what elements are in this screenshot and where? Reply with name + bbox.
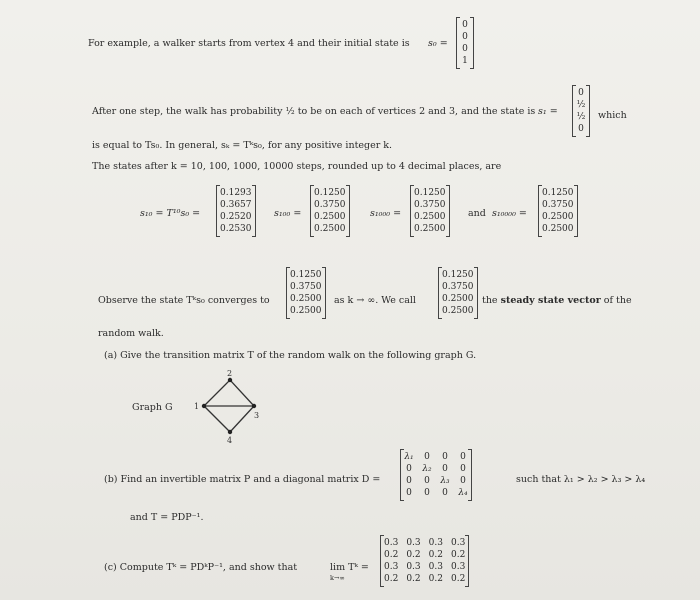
vector-entry: 0.3750 [442, 282, 474, 292]
vector-entry: 0.3750 [542, 200, 574, 210]
observe-post [482, 295, 632, 307]
matrix-entry: 0 [406, 464, 412, 474]
s1000-label: s₁₀₀₀ = [370, 208, 402, 219]
vector-entry: 0.2500 [442, 306, 474, 316]
matrix-entry: λ₂ [422, 464, 432, 474]
vector-entry: 0 [578, 124, 584, 134]
vector-entry: 0.2500 [290, 294, 322, 304]
observe-line-2: random walk. [98, 328, 164, 339]
matrix-entry: 0 [424, 452, 430, 462]
vector-entry: ½ [576, 100, 586, 110]
limit-vector [286, 268, 326, 318]
matrix-row [384, 561, 465, 573]
matrix-entry: 0.3 [406, 538, 421, 548]
matrix-entry: 0.2 [450, 550, 466, 560]
graph-g [192, 368, 272, 446]
vector-entry: 0 [462, 44, 468, 54]
matrix-entry: 0.2 [406, 550, 421, 560]
limit-matrix [380, 536, 469, 586]
s10000-vector [538, 186, 578, 236]
graph-label: Graph G [132, 402, 173, 413]
s100-vector [310, 186, 350, 236]
matrix-entry: 0.2 [384, 574, 399, 584]
observe-post-a: the [482, 295, 498, 306]
matrix-entry: 0.3 [428, 538, 443, 548]
matrix-entry: 0.2 [428, 550, 443, 560]
matrix-row [384, 573, 465, 585]
observe-mid: as k → ∞. We call [334, 295, 416, 306]
vector-entry: 0.2500 [542, 212, 574, 222]
matrix-entry: 0.2 [428, 574, 443, 584]
edge-1-4 [204, 406, 230, 432]
diagonal-matrix-d [400, 450, 472, 500]
matrix-entry: 0 [406, 476, 412, 486]
part-b-text: (b) Find an invertible matrix P and a diagonal matrix D = [104, 474, 381, 485]
vector-entry: 0.2530 [220, 224, 252, 234]
matrix-entry: 0.3 [384, 562, 399, 572]
matrix-row [404, 463, 468, 475]
step-text: After one step, the walk has probability ½ to be on each of vertices 2 and 3, and the state is [92, 106, 536, 117]
s10-vector [216, 186, 256, 236]
s10000-label: s₁₀₀₀₀ = [492, 208, 527, 219]
matrix-entry: 0.3 [384, 538, 399, 548]
matrix-entry: 0 [442, 452, 448, 462]
vector-entry: 0 [462, 20, 468, 30]
matrix-entry: 0 [406, 488, 412, 498]
and-text: and [468, 208, 486, 219]
limit-expression: lim Tᵏ = [330, 562, 369, 573]
s1-label: s₁ = [538, 106, 558, 117]
s0-vector [456, 18, 474, 68]
observe-pre: Observe the state Tᵏs₀ converges to [98, 295, 270, 306]
part-a-text: (a) Give the transition matrix T of the random walk on the following graph G. [104, 350, 477, 361]
matrix-row [404, 487, 468, 499]
vector-entry: 0.1293 [220, 188, 252, 198]
s100-label: s₁₀₀ = [274, 208, 302, 219]
node-1 [202, 404, 206, 408]
vector-entry: 0.1250 [290, 270, 322, 280]
vector-entry: 0.2500 [414, 224, 446, 234]
vector-entry: 0.2500 [314, 212, 346, 222]
matrix-entry: 0 [424, 476, 430, 486]
matrix-entry: 0 [460, 464, 466, 474]
s0-label: s₀ = [428, 38, 448, 49]
part-c-text: (c) Compute Tᵏ = PDᵏP⁻¹, and show that [104, 562, 298, 573]
node-4 [228, 430, 232, 434]
matrix-entry: 0 [460, 452, 466, 462]
edge-1-2 [204, 380, 230, 406]
vector-entry: 0.3657 [220, 200, 252, 210]
edge-2-3 [230, 380, 254, 406]
matrix-entry: 0 [442, 488, 448, 498]
vector-entry: 0.1250 [414, 188, 446, 198]
vector-entry: ½ [576, 112, 586, 122]
matrix-entry: 0.2 [406, 574, 421, 584]
steady-state-term: steady state vector [500, 295, 601, 306]
matrix-entry: 0.3 [450, 538, 466, 548]
vector-entry: 0.3750 [314, 200, 346, 210]
matrix-entry: 0.2 [384, 550, 399, 560]
limit-subscript: k→∞ [330, 574, 345, 582]
node-label-2: 2 [227, 369, 233, 378]
s1-vector [572, 86, 590, 136]
which-text: which [598, 110, 627, 121]
matrix-entry: λ₄ [458, 488, 468, 498]
edge-4-3 [230, 406, 254, 432]
step-line-3: The states after k = 10, 100, 1000, 10000 steps, rounded up to 4 decimal places, are [92, 161, 502, 172]
vector-entry: 0.1250 [314, 188, 346, 198]
intro-text: For example, a walker starts from vertex 4 and their initial state is [88, 38, 410, 49]
matrix-row [384, 549, 465, 561]
node-label-1: 1 [194, 402, 200, 411]
node-label-4: 4 [227, 436, 233, 445]
observe-post-c: of the [603, 295, 632, 306]
matrix-row [404, 475, 468, 487]
matrix-entry: λ₃ [440, 476, 450, 486]
vector-entry: 0.2500 [290, 306, 322, 316]
s1000-vector [410, 186, 450, 236]
matrix-entry: 0.3 [450, 562, 466, 572]
matrix-row [384, 537, 465, 549]
matrix-entry: λ₁ [404, 452, 414, 462]
vector-entry: 0 [462, 32, 468, 42]
vector-entry: 0 [578, 88, 584, 98]
matrix-row [404, 451, 468, 463]
matrix-entry: 0 [424, 488, 430, 498]
matrix-entry: 0.2 [450, 574, 466, 584]
step-line-2: is equal to Ts₀. In general, sₖ = Tᵏs₀, for any positive integer k. [92, 140, 393, 151]
vector-entry: 0.2500 [314, 224, 346, 234]
vector-entry: 0.2500 [542, 224, 574, 234]
vector-entry: 0.1250 [442, 270, 474, 280]
vector-entry: 0.1250 [542, 188, 574, 198]
vector-entry: 0.2500 [442, 294, 474, 304]
vector-entry: 0.3750 [414, 200, 446, 210]
node-2 [228, 378, 232, 382]
part-b-and: and T = PDP⁻¹. [130, 512, 204, 523]
matrix-entry: 0.3 [406, 562, 421, 572]
steady-state-vector [438, 268, 478, 318]
part-b-such: such that λ₁ > λ₂ > λ₃ > λ₄ [516, 474, 646, 485]
matrix-entry: 0.3 [428, 562, 443, 572]
matrix-entry: 0 [460, 476, 466, 486]
vector-entry: 1 [462, 56, 468, 66]
vector-entry: 0.2500 [414, 212, 446, 222]
s10-label: s₁₀ = T¹⁰s₀ = [140, 208, 201, 219]
node-label-3: 3 [254, 411, 260, 420]
node-3 [252, 404, 256, 408]
vector-entry: 0.3750 [290, 282, 322, 292]
vector-entry: 0.2520 [220, 212, 252, 222]
matrix-entry: 0 [442, 464, 448, 474]
